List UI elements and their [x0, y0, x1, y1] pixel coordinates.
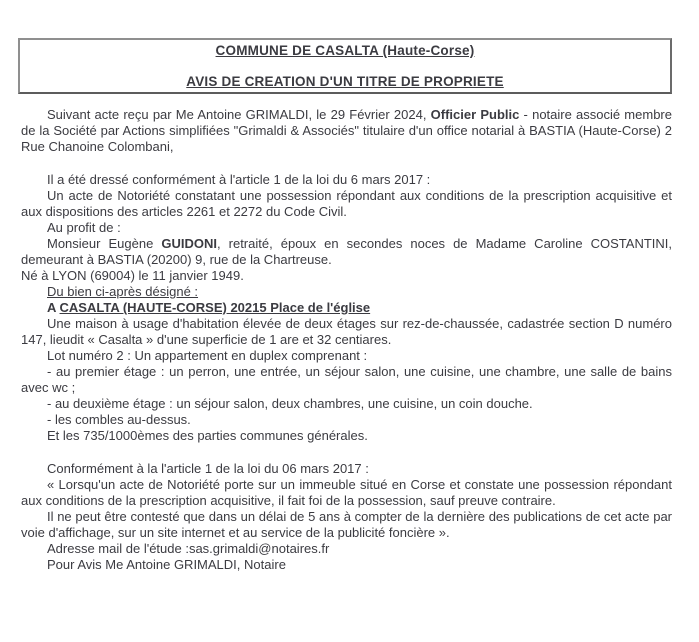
document-title-commune: COMMUNE DE CASALTA (Haute-Corse) [215, 43, 475, 58]
paragraph [21, 364, 672, 396]
text-segment: Né à LYON (69004) le 11 janvier 1949. [21, 268, 244, 283]
paragraph [21, 316, 672, 348]
paragraph [21, 268, 672, 284]
text-segment: - au premier étage : un perron, une entrée, un séjour salon, une cuisine, une chambre, une salle de bains avec wc ; [21, 364, 672, 395]
text-segment: Pour Avis Me Antoine GRIMALDI, Notaire [47, 557, 286, 572]
text-segment: Adresse mail de l'étude :sas.grimaldi@notaires.fr [47, 541, 330, 556]
text-segment: - les combles au-dessus. [47, 412, 191, 427]
paragraph [21, 236, 672, 268]
text-segment: - au deuxième étage : un séjour salon, deux chambres, une cuisine, un coin douche. [47, 396, 533, 411]
paragraph [21, 541, 672, 557]
paragraph [21, 461, 672, 477]
paragraph [21, 477, 672, 509]
text-segment: Il a été dressé conformément à l'article 1 de la loi du 6 mars 2017 : [47, 172, 431, 187]
text-segment: Il ne peut être contesté que dans un délai de 5 ans à compter de la dernière des publications de cet acte par voie d'affichage, sur un site internet et au service de la publicité foncière ». [21, 509, 672, 540]
paragraph [21, 509, 672, 541]
paragraph [21, 188, 672, 220]
text-segment: Lot numéro 2 : Un appartement en duplex comprenant : [47, 348, 368, 363]
paragraph [21, 412, 672, 428]
paragraph [21, 348, 672, 364]
text-segment: Officier Public [430, 107, 520, 122]
text-segment: Suivant acte reçu par Me Antoine GRIMALDI, le 29 Février 2024, [47, 107, 431, 122]
title-box [18, 38, 672, 94]
text-segment: , retraité, époux en secondes noces de Madame Caroline COSTANTINI, demeurant à BASTIA (20200) 9, rue de la Chartreuse. [21, 236, 673, 267]
paragraph [21, 172, 672, 188]
text-segment: Conformément à la l'article 1 de la loi du 06 mars 2017 : [47, 461, 369, 476]
paragraph [21, 557, 672, 573]
paragraph [21, 396, 672, 412]
text-segment: Monsieur Eugène [47, 236, 162, 251]
paragraph [21, 428, 672, 444]
text-segment: - notaire associé membre de la Société par Actions simplifiées "Grimaldi & Associés" titulaire d'un office notarial à BASTIA (Haute-Corse) 2 Rue Chanoine Colombani, [21, 107, 672, 154]
paragraph [21, 284, 672, 300]
text-segment: A [47, 300, 60, 315]
paragraph [21, 107, 672, 155]
text-segment: Une maison à usage d'habitation élevée de deux étages sur rez-de-chaussée, cadastrée section D numéro 147, lieudit « Casalta » d'une superficie de 1 are et 32 centiares. [21, 316, 672, 347]
text-segment: Et les 735/1000èmes des parties communes générales. [47, 428, 368, 443]
text-segment: Au profit de : [47, 220, 121, 235]
document-title-avis: AVIS DE CREATION D'UN TITRE DE PROPRIETE [186, 74, 504, 89]
text-segment: Du bien ci-après désigné : [47, 284, 199, 299]
text-segment: GUIDONI [161, 236, 217, 251]
text-segment: CASALTA (HAUTE-CORSE) 20215 Place de l'église [59, 300, 371, 315]
text-segment: « Lorsqu'un acte de Notoriété porte sur un immeuble situé en Corse et constate une possession répondant aux conditions de la prescription acquisitive, il fait foi de la possession, sauf preuve contraire. [21, 477, 672, 508]
document-body [21, 107, 672, 573]
paragraph [21, 300, 672, 316]
paragraph [21, 220, 672, 236]
text-segment: Un acte de Notoriété constatant une possession répondant aux conditions de la prescription acquisitive et aux dispositions des articles 2261 et 2272 du Code Civil. [21, 188, 672, 219]
